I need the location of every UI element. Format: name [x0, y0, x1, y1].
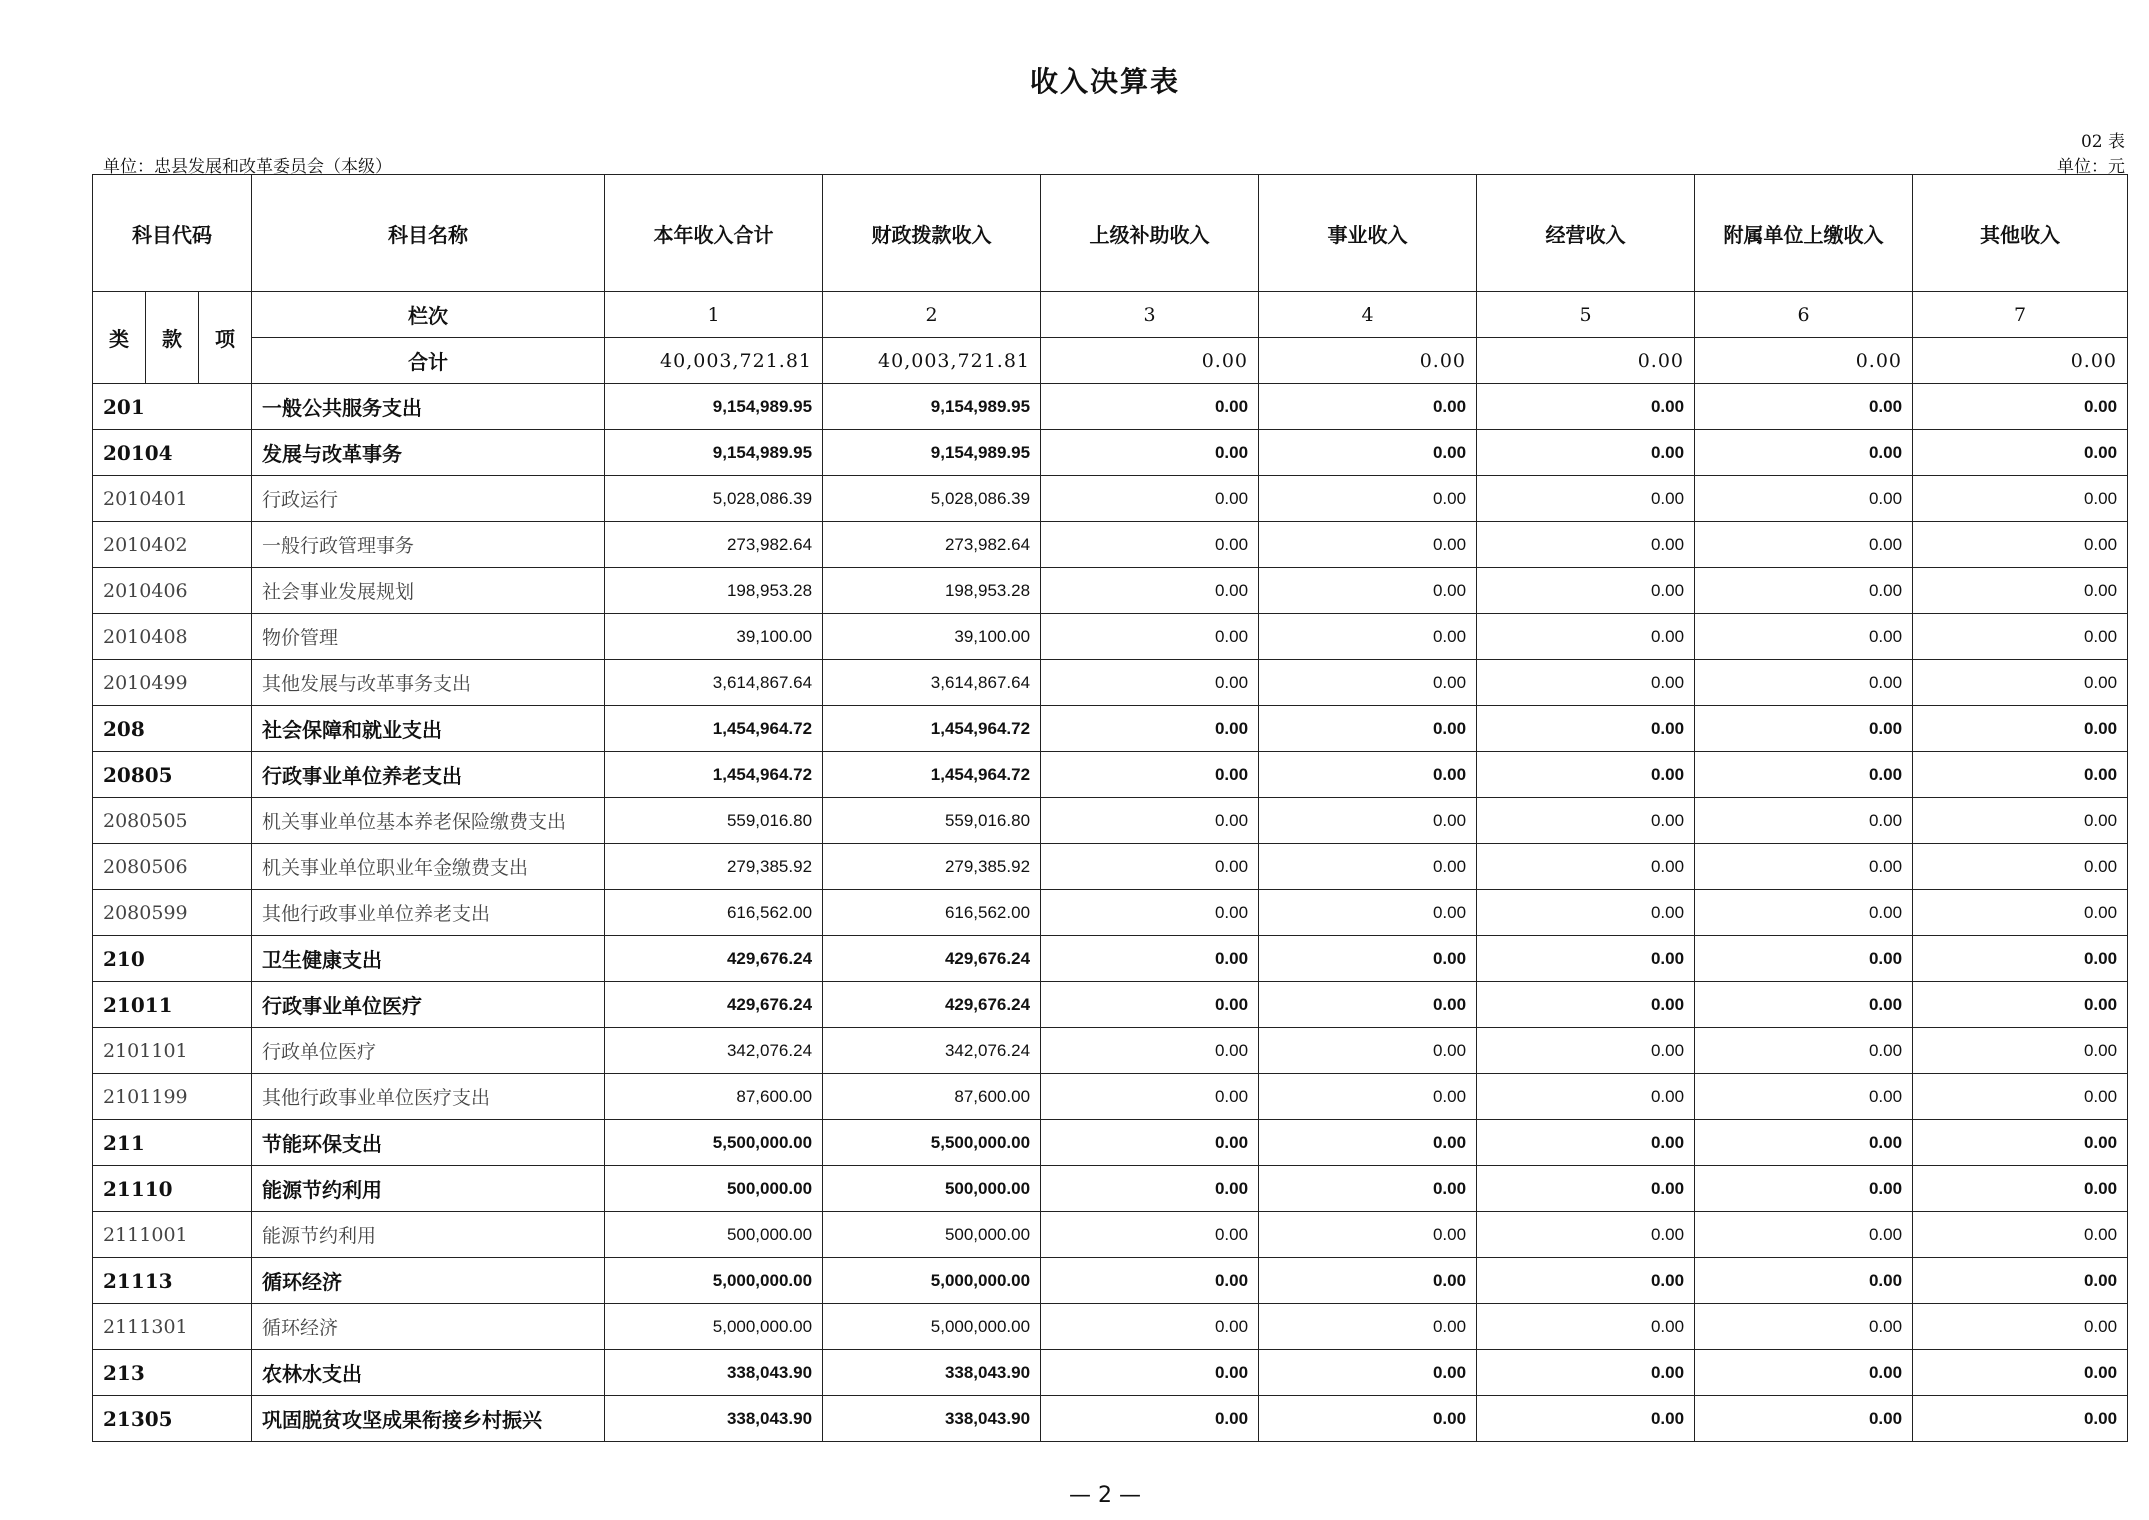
table-row — [93, 1350, 2128, 1396]
row-code: 2010402 — [93, 522, 252, 568]
col-number-4: 4 — [1259, 292, 1477, 338]
row-value-1: 5,500,000.00 — [605, 1120, 823, 1166]
row-value-5: 0.00 — [1477, 798, 1695, 844]
row-value-4: 0.00 — [1259, 568, 1477, 614]
row-value-6: 0.00 — [1695, 568, 1913, 614]
row-value-3: 0.00 — [1041, 1166, 1259, 1212]
form-number: 02 表 — [2080, 132, 2125, 152]
total-value-4: 0.00 — [1259, 338, 1477, 384]
row-name: 一般行政管理事务 — [252, 522, 605, 568]
row-value-2: 9,154,989.95 — [823, 430, 1041, 476]
row-value-2: 1,454,964.72 — [823, 752, 1041, 798]
row-value-5: 0.00 — [1477, 844, 1695, 890]
row-name: 能源节约利用 — [252, 1166, 605, 1212]
table-row — [93, 798, 2128, 844]
row-value-5: 0.00 — [1477, 706, 1695, 752]
row-value-6: 0.00 — [1695, 1074, 1913, 1120]
row-value-3: 0.00 — [1041, 1350, 1259, 1396]
row-value-5: 0.00 — [1477, 1304, 1695, 1350]
row-value-6: 0.00 — [1695, 1304, 1913, 1350]
row-value-6: 0.00 — [1695, 1350, 1913, 1396]
row-value-6: 0.00 — [1695, 430, 1913, 476]
table-row — [93, 844, 2128, 890]
col-number-5: 5 — [1477, 292, 1695, 338]
col-number-7: 7 — [1913, 292, 2128, 338]
row-value-4: 0.00 — [1259, 522, 1477, 568]
row-value-6: 0.00 — [1695, 476, 1913, 522]
row-name: 行政事业单位养老支出 — [252, 752, 605, 798]
row-code: 201 — [93, 384, 252, 430]
row-value-3: 0.00 — [1041, 1074, 1259, 1120]
row-value-4: 0.00 — [1259, 982, 1477, 1028]
row-value-3: 0.00 — [1041, 1028, 1259, 1074]
row-value-6: 0.00 — [1695, 614, 1913, 660]
row-code: 2080599 — [93, 890, 252, 936]
row-value-3: 0.00 — [1041, 660, 1259, 706]
row-value-2: 616,562.00 — [823, 890, 1041, 936]
total-value-7: 0.00 — [1913, 338, 2128, 384]
row-value-7: 0.00 — [1913, 844, 2128, 890]
row-value-4: 0.00 — [1259, 1304, 1477, 1350]
header-lanci: 栏次 — [252, 292, 605, 338]
header-code: 科目代码 — [93, 175, 252, 292]
row-value-2: 429,676.24 — [823, 982, 1041, 1028]
row-value-3: 0.00 — [1041, 982, 1259, 1028]
row-code: 210 — [93, 936, 252, 982]
table-row — [93, 936, 2128, 982]
row-value-6: 0.00 — [1695, 1028, 1913, 1074]
total-value-5: 0.00 — [1477, 338, 1695, 384]
row-value-3: 0.00 — [1041, 476, 1259, 522]
row-value-3: 0.00 — [1041, 1258, 1259, 1304]
row-code: 2080505 — [93, 798, 252, 844]
row-value-6: 0.00 — [1695, 890, 1913, 936]
row-value-4: 0.00 — [1259, 1028, 1477, 1074]
header-col-1: 本年收入合计 — [605, 175, 823, 292]
row-code: 2010408 — [93, 614, 252, 660]
page-number: — 2 — — [1069, 1483, 1141, 1508]
row-name: 其他行政事业单位医疗支出 — [252, 1074, 605, 1120]
row-value-7: 0.00 — [1913, 752, 2128, 798]
table-row — [93, 384, 2128, 430]
row-value-7: 0.00 — [1913, 660, 2128, 706]
table-row — [93, 890, 2128, 936]
row-value-7: 0.00 — [1913, 1396, 2128, 1442]
table-body — [93, 384, 2128, 1442]
row-value-7: 0.00 — [1913, 936, 2128, 982]
row-value-2: 5,000,000.00 — [823, 1258, 1041, 1304]
row-value-5: 0.00 — [1477, 752, 1695, 798]
row-value-6: 0.00 — [1695, 844, 1913, 890]
row-value-3: 0.00 — [1041, 1212, 1259, 1258]
table-row — [93, 982, 2128, 1028]
row-value-3: 0.00 — [1041, 936, 1259, 982]
row-code: 21110 — [93, 1166, 252, 1212]
header-col-2: 财政拨款收入 — [823, 175, 1041, 292]
total-value-1: 40,003,721.81 — [605, 338, 823, 384]
row-value-2: 39,100.00 — [823, 614, 1041, 660]
row-value-2: 342,076.24 — [823, 1028, 1041, 1074]
row-value-5: 0.00 — [1477, 1396, 1695, 1442]
total-label: 合计 — [252, 338, 605, 384]
row-value-1: 87,600.00 — [605, 1074, 823, 1120]
row-name: 物价管理 — [252, 614, 605, 660]
row-value-6: 0.00 — [1695, 1166, 1913, 1212]
row-code: 2010499 — [93, 660, 252, 706]
column-number-row — [93, 292, 2128, 338]
row-value-4: 0.00 — [1259, 476, 1477, 522]
total-row — [93, 338, 2128, 384]
row-value-5: 0.00 — [1477, 476, 1695, 522]
row-name: 循环经济 — [252, 1304, 605, 1350]
row-value-4: 0.00 — [1259, 1120, 1477, 1166]
row-value-1: 198,953.28 — [605, 568, 823, 614]
row-value-4: 0.00 — [1259, 660, 1477, 706]
row-value-6: 0.00 — [1695, 1396, 1913, 1442]
row-code: 2010401 — [93, 476, 252, 522]
row-code: 2111001 — [93, 1212, 252, 1258]
row-code: 20104 — [93, 430, 252, 476]
income-final-accounts-table — [92, 174, 2128, 1442]
row-value-7: 0.00 — [1913, 1212, 2128, 1258]
row-value-5: 0.00 — [1477, 660, 1695, 706]
row-value-7: 0.00 — [1913, 522, 2128, 568]
row-value-4: 0.00 — [1259, 1396, 1477, 1442]
row-value-4: 0.00 — [1259, 936, 1477, 982]
row-value-3: 0.00 — [1041, 844, 1259, 890]
page-title: 收入决算表 — [1029, 65, 1180, 98]
row-value-6: 0.00 — [1695, 752, 1913, 798]
row-value-1: 3,614,867.64 — [605, 660, 823, 706]
row-value-1: 500,000.00 — [605, 1212, 823, 1258]
header-col-4: 事业收入 — [1259, 175, 1477, 292]
row-value-6: 0.00 — [1695, 1258, 1913, 1304]
row-name: 循环经济 — [252, 1258, 605, 1304]
row-value-7: 0.00 — [1913, 1074, 2128, 1120]
row-value-5: 0.00 — [1477, 614, 1695, 660]
reporting-unit: 单位：忠县发展和改革委员会（本级） — [103, 157, 392, 177]
row-code: 21113 — [93, 1258, 252, 1304]
row-code: 2101199 — [93, 1074, 252, 1120]
row-value-2: 338,043.90 — [823, 1396, 1041, 1442]
row-code: 211 — [93, 1120, 252, 1166]
row-value-4: 0.00 — [1259, 384, 1477, 430]
row-code: 2111301 — [93, 1304, 252, 1350]
row-name: 社会事业发展规划 — [252, 568, 605, 614]
row-value-6: 0.00 — [1695, 1120, 1913, 1166]
row-value-4: 0.00 — [1259, 1212, 1477, 1258]
col-number-2: 2 — [823, 292, 1041, 338]
row-code: 21305 — [93, 1396, 252, 1442]
row-code: 2101101 — [93, 1028, 252, 1074]
row-value-7: 0.00 — [1913, 798, 2128, 844]
row-value-2: 3,614,867.64 — [823, 660, 1041, 706]
table-row — [93, 706, 2128, 752]
row-value-2: 9,154,989.95 — [823, 384, 1041, 430]
row-value-7: 0.00 — [1913, 706, 2128, 752]
row-value-5: 0.00 — [1477, 1212, 1695, 1258]
row-value-7: 0.00 — [1913, 430, 2128, 476]
row-value-2: 559,016.80 — [823, 798, 1041, 844]
row-value-1: 500,000.00 — [605, 1166, 823, 1212]
row-value-4: 0.00 — [1259, 844, 1477, 890]
row-name: 其他行政事业单位养老支出 — [252, 890, 605, 936]
row-value-7: 0.00 — [1913, 982, 2128, 1028]
row-value-5: 0.00 — [1477, 936, 1695, 982]
row-name: 机关事业单位基本养老保险缴费支出 — [252, 798, 605, 844]
row-value-7: 0.00 — [1913, 1304, 2128, 1350]
table-row — [93, 568, 2128, 614]
row-value-2: 5,028,086.39 — [823, 476, 1041, 522]
row-value-2: 1,454,964.72 — [823, 706, 1041, 752]
row-name: 发展与改革事务 — [252, 430, 605, 476]
row-value-7: 0.00 — [1913, 384, 2128, 430]
row-value-3: 0.00 — [1041, 1120, 1259, 1166]
row-value-4: 0.00 — [1259, 1258, 1477, 1304]
header-col-3: 上级补助收入 — [1041, 175, 1259, 292]
row-value-7: 0.00 — [1913, 1258, 2128, 1304]
row-value-5: 0.00 — [1477, 890, 1695, 936]
row-value-3: 0.00 — [1041, 430, 1259, 476]
col-number-3: 3 — [1041, 292, 1259, 338]
row-value-7: 0.00 — [1913, 568, 2128, 614]
row-name: 其他发展与改革事务支出 — [252, 660, 605, 706]
row-value-1: 5,000,000.00 — [605, 1258, 823, 1304]
row-value-4: 0.00 — [1259, 1350, 1477, 1396]
row-name: 能源节约利用 — [252, 1212, 605, 1258]
header-name: 科目名称 — [252, 175, 605, 292]
row-value-2: 5,000,000.00 — [823, 1304, 1041, 1350]
table-row — [93, 1028, 2128, 1074]
row-value-5: 0.00 — [1477, 982, 1695, 1028]
row-value-3: 0.00 — [1041, 614, 1259, 660]
row-value-2: 5,500,000.00 — [823, 1120, 1041, 1166]
row-value-3: 0.00 — [1041, 706, 1259, 752]
row-value-6: 0.00 — [1695, 660, 1913, 706]
table-row — [93, 1212, 2128, 1258]
row-value-4: 0.00 — [1259, 614, 1477, 660]
row-value-6: 0.00 — [1695, 522, 1913, 568]
row-value-3: 0.00 — [1041, 1304, 1259, 1350]
table-row — [93, 430, 2128, 476]
header-col-6: 附属单位上缴收入 — [1695, 175, 1913, 292]
row-value-3: 0.00 — [1041, 522, 1259, 568]
row-value-5: 0.00 — [1477, 1166, 1695, 1212]
row-value-7: 0.00 — [1913, 1166, 2128, 1212]
row-name: 一般公共服务支出 — [252, 384, 605, 430]
row-value-1: 338,043.90 — [605, 1396, 823, 1442]
table-row — [93, 522, 2128, 568]
table-row — [93, 1074, 2128, 1120]
row-value-4: 0.00 — [1259, 1074, 1477, 1120]
row-value-6: 0.00 — [1695, 936, 1913, 982]
row-value-2: 279,385.92 — [823, 844, 1041, 890]
row-name: 行政事业单位医疗 — [252, 982, 605, 1028]
row-value-1: 1,454,964.72 — [605, 752, 823, 798]
row-value-4: 0.00 — [1259, 798, 1477, 844]
row-code: 2010406 — [93, 568, 252, 614]
row-value-5: 0.00 — [1477, 1350, 1695, 1396]
row-value-7: 0.00 — [1913, 1350, 2128, 1396]
row-value-4: 0.00 — [1259, 890, 1477, 936]
row-value-4: 0.00 — [1259, 706, 1477, 752]
row-value-1: 273,982.64 — [605, 522, 823, 568]
row-value-7: 0.00 — [1913, 1028, 2128, 1074]
row-value-7: 0.00 — [1913, 476, 2128, 522]
header-col-5: 经营收入 — [1477, 175, 1695, 292]
table-row — [93, 1396, 2128, 1442]
row-value-1: 9,154,989.95 — [605, 430, 823, 476]
row-value-6: 0.00 — [1695, 1212, 1913, 1258]
row-value-4: 0.00 — [1259, 1166, 1477, 1212]
table-row — [93, 476, 2128, 522]
currency-unit: 单位：元 — [2057, 157, 2125, 177]
row-name: 节能环保支出 — [252, 1120, 605, 1166]
row-value-3: 0.00 — [1041, 1396, 1259, 1442]
table-row — [93, 1166, 2128, 1212]
row-value-2: 500,000.00 — [823, 1212, 1041, 1258]
row-value-6: 0.00 — [1695, 706, 1913, 752]
table-row — [93, 1304, 2128, 1350]
row-value-1: 1,454,964.72 — [605, 706, 823, 752]
header-col-7: 其他收入 — [1913, 175, 2128, 292]
row-value-2: 87,600.00 — [823, 1074, 1041, 1120]
row-value-1: 39,100.00 — [605, 614, 823, 660]
row-value-2: 338,043.90 — [823, 1350, 1041, 1396]
row-value-2: 273,982.64 — [823, 522, 1041, 568]
row-value-3: 0.00 — [1041, 384, 1259, 430]
row-name: 机关事业单位职业年金缴费支出 — [252, 844, 605, 890]
header-lei: 类 — [93, 292, 146, 384]
row-name: 卫生健康支出 — [252, 936, 605, 982]
header-kuan: 款 — [146, 292, 199, 384]
row-name: 社会保障和就业支出 — [252, 706, 605, 752]
row-value-4: 0.00 — [1259, 752, 1477, 798]
row-value-5: 0.00 — [1477, 1028, 1695, 1074]
row-name: 农林水支出 — [252, 1350, 605, 1396]
table-row — [93, 752, 2128, 798]
header-row — [93, 175, 2128, 292]
row-code: 208 — [93, 706, 252, 752]
table-row — [93, 1120, 2128, 1166]
row-value-3: 0.00 — [1041, 568, 1259, 614]
row-code: 213 — [93, 1350, 252, 1396]
table-row — [93, 1258, 2128, 1304]
row-value-1: 5,028,086.39 — [605, 476, 823, 522]
row-value-1: 429,676.24 — [605, 982, 823, 1028]
row-value-2: 500,000.00 — [823, 1166, 1041, 1212]
row-code: 21011 — [93, 982, 252, 1028]
header-xiang: 项 — [199, 292, 252, 384]
col-number-6: 6 — [1695, 292, 1913, 338]
total-value-6: 0.00 — [1695, 338, 1913, 384]
row-value-3: 0.00 — [1041, 798, 1259, 844]
row-value-5: 0.00 — [1477, 430, 1695, 476]
total-value-3: 0.00 — [1041, 338, 1259, 384]
row-value-1: 429,676.24 — [605, 936, 823, 982]
row-value-3: 0.00 — [1041, 890, 1259, 936]
table-row — [93, 660, 2128, 706]
row-name: 行政运行 — [252, 476, 605, 522]
row-value-5: 0.00 — [1477, 1258, 1695, 1304]
row-value-7: 0.00 — [1913, 1120, 2128, 1166]
row-value-6: 0.00 — [1695, 982, 1913, 1028]
row-value-1: 338,043.90 — [605, 1350, 823, 1396]
row-value-6: 0.00 — [1695, 384, 1913, 430]
row-name: 行政单位医疗 — [252, 1028, 605, 1074]
row-value-1: 342,076.24 — [605, 1028, 823, 1074]
row-value-7: 0.00 — [1913, 890, 2128, 936]
row-name: 巩固脱贫攻坚成果衔接乡村振兴 — [252, 1396, 605, 1442]
row-value-3: 0.00 — [1041, 752, 1259, 798]
row-code: 2080506 — [93, 844, 252, 890]
row-value-1: 5,000,000.00 — [605, 1304, 823, 1350]
row-value-1: 9,154,989.95 — [605, 384, 823, 430]
row-value-1: 559,016.80 — [605, 798, 823, 844]
col-number-1: 1 — [605, 292, 823, 338]
row-value-5: 0.00 — [1477, 384, 1695, 430]
row-value-6: 0.00 — [1695, 798, 1913, 844]
table-row — [93, 614, 2128, 660]
row-value-2: 198,953.28 — [823, 568, 1041, 614]
row-value-7: 0.00 — [1913, 614, 2128, 660]
total-value-2: 40,003,721.81 — [823, 338, 1041, 384]
row-value-1: 616,562.00 — [605, 890, 823, 936]
row-value-5: 0.00 — [1477, 568, 1695, 614]
row-value-5: 0.00 — [1477, 522, 1695, 568]
row-value-5: 0.00 — [1477, 1120, 1695, 1166]
row-value-4: 0.00 — [1259, 430, 1477, 476]
row-value-5: 0.00 — [1477, 1074, 1695, 1120]
row-value-2: 429,676.24 — [823, 936, 1041, 982]
row-code: 20805 — [93, 752, 252, 798]
row-value-1: 279,385.92 — [605, 844, 823, 890]
